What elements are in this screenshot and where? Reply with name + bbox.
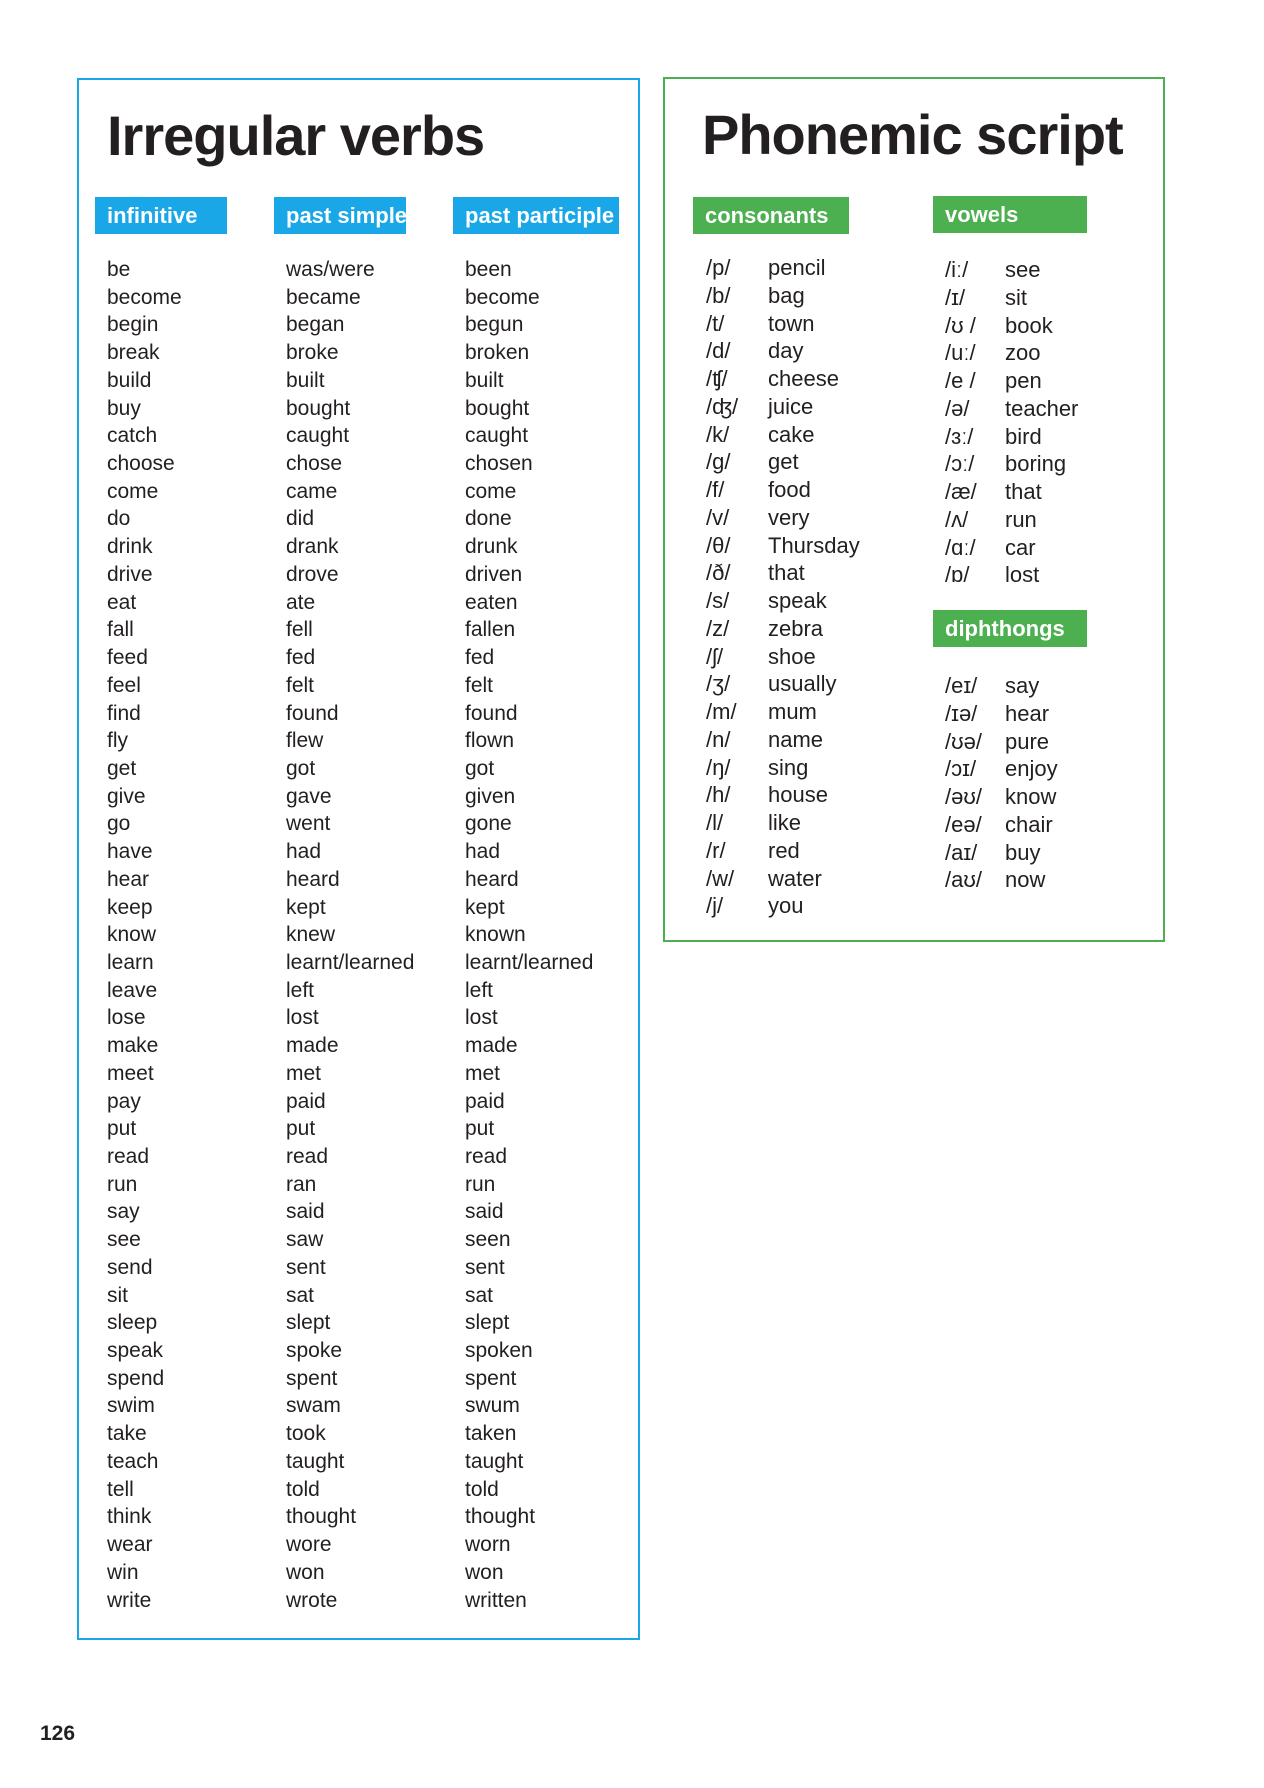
verb-past-participle: run: [465, 1172, 496, 1196]
verb-past-participle: heard: [465, 867, 519, 891]
verb-past-simple: spoke: [286, 1339, 343, 1363]
verb-past-simple: ran: [286, 1172, 317, 1196]
verb-past-simple: met: [286, 1061, 322, 1085]
header-vowels: vowels: [933, 196, 1087, 233]
phoneme-symbol: /ʒ/: [706, 671, 731, 697]
example-word: now: [1005, 867, 1046, 893]
vowels-row: [945, 339, 1145, 367]
verb-past-simple: had: [286, 840, 322, 864]
verb-past-participle: given: [465, 784, 516, 808]
header-infinitive: infinitive: [95, 197, 227, 234]
phoneme-symbol: /ɒ/: [945, 562, 970, 588]
verb-infinitive: tell: [107, 1477, 134, 1501]
verb-past-simple: did: [286, 507, 315, 531]
consonants-row: [706, 837, 926, 865]
phoneme-symbol: /n/: [706, 726, 731, 752]
verb-infinitive: feel: [107, 673, 141, 697]
verb-past-simple: knew: [286, 923, 336, 947]
example-word: sit: [1005, 284, 1027, 310]
vowels-row: [945, 367, 1145, 395]
diphthongs-row: [945, 728, 1145, 756]
verb-infinitive: choose: [107, 452, 175, 476]
vowels-row: [945, 450, 1145, 478]
phonemic-script-title: Phonemic script: [702, 103, 1123, 166]
verb-infinitive: catch: [107, 424, 158, 448]
header-diphthongs: diphthongs: [933, 610, 1087, 647]
verb-past-simple: lost: [286, 1006, 319, 1030]
verb-infinitive: know: [107, 923, 157, 947]
diphthongs-row: [945, 811, 1145, 839]
verb-past-participle: lost: [465, 1006, 498, 1030]
verb-past-simple: flew: [286, 729, 324, 753]
page-number: 126: [40, 1722, 76, 1745]
verb-infinitive: write: [107, 1588, 152, 1612]
phoneme-symbol: /ɪ/: [945, 284, 966, 310]
verb-infinitive: buy: [107, 396, 141, 420]
phoneme-symbol: /ʌ/: [945, 506, 969, 532]
phoneme-symbol: /v/: [706, 504, 730, 530]
verb-past-participle: felt: [465, 673, 494, 697]
verb-past-simple: came: [286, 479, 338, 503]
verb-past-participle: found: [465, 701, 518, 725]
consonants-row: [706, 726, 926, 754]
verb-past-participle: come: [465, 479, 517, 503]
phoneme-symbol: /t/: [706, 310, 725, 336]
phoneme-symbol: /θ/: [706, 532, 731, 558]
verb-infinitive: swim: [107, 1394, 155, 1418]
phoneme-symbol: /ŋ/: [706, 754, 731, 780]
irregular-verbs-title: Irregular verbs: [107, 104, 485, 167]
verb-past-simple: thought: [286, 1505, 357, 1529]
vowels-row: [945, 478, 1145, 506]
phoneme-symbol: /eɪ/: [945, 673, 978, 698]
verb-past-simple: won: [286, 1560, 325, 1584]
phoneme-symbol: /z/: [706, 615, 730, 641]
phoneme-symbol: /ʤ/: [706, 393, 739, 419]
verb-past-simple: left: [286, 978, 315, 1002]
verb-past-participle: had: [465, 840, 501, 864]
verb-past-simple: saw: [286, 1228, 324, 1252]
verb-past-simple: caught: [286, 424, 350, 448]
example-word: car: [1005, 534, 1036, 560]
verb-past-participle: fallen: [465, 618, 516, 642]
verb-infinitive: become: [107, 285, 182, 309]
verb-infinitive: begin: [107, 313, 159, 337]
irregular-verbs-panel: [77, 78, 640, 1640]
consonants-row: [706, 670, 926, 698]
verb-past-participle: chosen: [465, 452, 533, 476]
verb-past-simple: fell: [286, 618, 313, 642]
verb-infinitive: wear: [107, 1533, 153, 1557]
verb-past-simple: heard: [286, 867, 340, 891]
verb-past-participle: broken: [465, 341, 530, 365]
verb-past-participle: been: [465, 258, 512, 281]
phoneme-symbol: /ə/: [945, 395, 970, 421]
verb-past-simple: learnt/learned: [286, 950, 415, 974]
verb-past-simple: sent: [286, 1255, 326, 1279]
verb-past-simple: bought: [286, 396, 351, 420]
phoneme-symbol: /m/: [706, 699, 737, 724]
verb-past-simple: swam: [286, 1394, 341, 1418]
example-word: day: [768, 338, 804, 364]
verb-infinitive: feed: [107, 646, 148, 670]
diphthongs-list: [945, 672, 1145, 894]
consonants-row: [706, 421, 926, 449]
verb-infinitive: make: [107, 1034, 159, 1058]
verb-past-simple: gave: [286, 784, 332, 808]
consonants-row: [706, 559, 926, 587]
verb-past-simple: drove: [286, 562, 339, 586]
verb-past-participle: bought: [465, 396, 530, 420]
consonants-row: [706, 865, 926, 893]
verb-past-participle: driven: [465, 562, 523, 586]
verb-infinitive: run: [107, 1172, 138, 1196]
verb-infinitive: win: [107, 1560, 139, 1584]
verb-infinitive: have: [107, 840, 153, 864]
verb-past-participle: built: [465, 368, 504, 392]
verb-past-simple: fed: [286, 646, 316, 670]
verb-past-participle: begun: [465, 313, 524, 337]
example-word: that: [768, 560, 805, 586]
verb-past-simple: chose: [286, 452, 343, 476]
consonants-row: [706, 754, 926, 782]
example-word: lost: [1005, 562, 1040, 588]
example-word: Thursday: [768, 532, 860, 558]
verb-past-participle: sat: [465, 1283, 494, 1307]
verb-past-participle: left: [465, 978, 494, 1002]
verb-infinitive: teach: [107, 1449, 159, 1473]
verb-past-participle: eaten: [465, 590, 518, 614]
vowels-row: [945, 561, 1145, 589]
vowels-row: [945, 423, 1145, 451]
phoneme-symbol: /ʧ/: [706, 366, 728, 391]
example-word: zoo: [1005, 340, 1041, 366]
phoneme-symbol: /g/: [706, 449, 731, 475]
example-word: zebra: [768, 615, 824, 641]
verb-past-simple: began: [286, 313, 345, 337]
phoneme-symbol: /ɔː/: [945, 451, 975, 477]
verb-past-participle: taken: [465, 1422, 517, 1446]
past-participle-column: [465, 256, 593, 1614]
verb-past-participle: caught: [465, 424, 529, 448]
phoneme-symbol: /l/: [706, 810, 724, 835]
example-word: pencil: [768, 255, 826, 280]
example-word: pen: [1005, 368, 1042, 393]
verb-past-participle: made: [465, 1034, 518, 1058]
verb-past-participle: learnt/learned: [465, 950, 594, 974]
header-past-simple: past simple: [274, 197, 406, 234]
verb-infinitive: pay: [107, 1089, 141, 1113]
example-word: pure: [1005, 728, 1050, 754]
example-word: chair: [1005, 811, 1053, 837]
example-word: you: [768, 893, 804, 919]
consonants-row: [706, 393, 926, 421]
verb-infinitive: put: [107, 1117, 137, 1141]
phoneme-symbol: /əʊ/: [945, 784, 982, 809]
consonants-row: [706, 698, 926, 726]
consonants-row: [706, 504, 926, 532]
verb-infinitive: leave: [107, 978, 158, 1002]
verb-infinitive: read: [107, 1145, 150, 1168]
verb-past-participle: taught: [465, 1449, 524, 1473]
example-word: house: [768, 782, 828, 808]
verb-infinitive: fly: [107, 729, 128, 753]
example-word: run: [1005, 506, 1037, 532]
verb-past-participle: seen: [465, 1228, 511, 1252]
diphthongs-row: [945, 866, 1145, 894]
verb-infinitive: learn: [107, 950, 154, 974]
vowels-row: [945, 256, 1145, 284]
consonants-row: [706, 476, 926, 504]
phonemic-script-panel: [663, 77, 1165, 942]
verb-past-simple: went: [286, 812, 331, 836]
example-word: shoe: [768, 643, 816, 669]
example-word: boring: [1005, 451, 1067, 477]
example-word: town: [768, 310, 815, 336]
verb-past-participle: done: [465, 507, 512, 531]
vowels-row: [945, 284, 1145, 312]
consonants-row: [706, 643, 926, 671]
verb-past-simple: was/were: [286, 258, 375, 281]
example-word: water: [768, 865, 822, 891]
diphthongs-row: [945, 700, 1145, 728]
example-word: usually: [768, 671, 837, 697]
verb-past-participle: written: [465, 1588, 527, 1612]
phoneme-symbol: /eə/: [945, 811, 982, 837]
verb-infinitive: spend: [107, 1366, 165, 1390]
vowels-row: [945, 395, 1145, 423]
verb-infinitive: speak: [107, 1339, 164, 1363]
verb-infinitive: drink: [107, 535, 153, 559]
verb-past-simple: wrote: [286, 1588, 338, 1612]
verb-past-simple: found: [286, 701, 339, 725]
diphthongs-row: [945, 672, 1145, 700]
verb-infinitive: sleep: [107, 1311, 158, 1335]
verb-past-simple: drank: [286, 535, 339, 559]
example-word: cheese: [768, 366, 839, 391]
verb-infinitive: get: [107, 756, 137, 780]
verb-past-participle: said: [465, 1200, 504, 1224]
verb-past-simple: slept: [286, 1311, 331, 1335]
verb-past-participle: fed: [465, 646, 495, 670]
vowels-row: [945, 534, 1145, 562]
infinitive-column: [107, 256, 182, 1614]
verb-infinitive: fall: [107, 618, 134, 642]
example-word: food: [768, 477, 811, 502]
phoneme-symbol: /iː/: [945, 257, 969, 282]
verb-past-participle: gone: [465, 812, 512, 836]
consonants-row: [706, 254, 926, 282]
example-word: know: [1005, 784, 1057, 809]
phoneme-symbol: /e /: [945, 368, 976, 393]
header-consonants: consonants: [693, 197, 849, 234]
consonants-row: [706, 337, 926, 365]
phoneme-symbol: /d/: [706, 338, 731, 364]
example-word: get: [768, 449, 799, 475]
phoneme-symbol: /ʊə/: [945, 728, 982, 754]
verb-infinitive: break: [107, 341, 160, 365]
verb-past-participle: sent: [465, 1255, 505, 1279]
verb-past-simple: broke: [286, 341, 339, 365]
verb-infinitive: take: [107, 1422, 147, 1446]
phoneme-symbol: /ʊ /: [945, 312, 976, 338]
consonants-list: [706, 254, 926, 920]
verb-past-participle: swum: [465, 1394, 520, 1418]
verb-past-simple: put: [286, 1117, 316, 1141]
verb-infinitive: do: [107, 507, 131, 531]
verb-past-simple: took: [286, 1422, 326, 1446]
verb-past-simple: wore: [286, 1533, 332, 1557]
consonants-row: [706, 809, 926, 837]
example-word: very: [768, 504, 810, 530]
example-word: see: [1005, 257, 1041, 282]
verb-infinitive: think: [107, 1505, 152, 1529]
example-word: enjoy: [1005, 756, 1058, 782]
example-word: speak: [768, 588, 827, 613]
example-word: hear: [1005, 700, 1050, 726]
verb-past-participle: paid: [465, 1089, 505, 1113]
verb-infinitive: lose: [107, 1006, 146, 1030]
phoneme-symbol: /p/: [706, 255, 731, 280]
example-word: name: [768, 726, 824, 752]
verb-past-simple: said: [286, 1200, 325, 1224]
verb-past-participle: thought: [465, 1505, 536, 1529]
phoneme-symbol: /æ/: [945, 479, 977, 504]
verb-past-participle: got: [465, 756, 495, 780]
diphthongs-row: [945, 839, 1145, 867]
example-word: say: [1005, 673, 1040, 698]
consonants-row: [706, 310, 926, 338]
verb-past-participle: spent: [465, 1366, 517, 1390]
verb-past-participle: won: [465, 1560, 504, 1584]
verb-past-participle: spoken: [465, 1339, 533, 1363]
consonants-row: [706, 365, 926, 393]
example-word: mum: [768, 699, 817, 724]
verb-past-simple: felt: [286, 673, 315, 697]
consonants-row: [706, 615, 926, 643]
verb-infinitive: go: [107, 812, 131, 836]
verb-past-participle: known: [465, 923, 526, 947]
verb-past-simple: became: [286, 285, 361, 309]
diphthongs-row: [945, 783, 1145, 811]
phoneme-symbol: /ɪə/: [945, 700, 978, 726]
verb-past-participle: become: [465, 285, 540, 309]
verb-infinitive: keep: [107, 895, 153, 919]
verb-past-participle: put: [465, 1117, 495, 1141]
consonants-row: [706, 532, 926, 560]
consonants-row: [706, 892, 926, 920]
consonants-row: [706, 282, 926, 310]
phoneme-symbol: /ɑː/: [945, 534, 976, 560]
phoneme-symbol: /f/: [706, 477, 725, 502]
phoneme-symbol: /k/: [706, 421, 730, 447]
verb-past-participle: flown: [465, 729, 515, 753]
example-word: buy: [1005, 839, 1041, 865]
example-word: bag: [768, 282, 805, 308]
verb-past-simple: paid: [286, 1089, 326, 1113]
phoneme-symbol: /aʊ/: [945, 867, 982, 893]
verb-past-participle: worn: [465, 1533, 511, 1557]
verb-past-simple: sat: [286, 1283, 315, 1307]
verb-past-simple: read: [286, 1145, 329, 1168]
verb-past-participle: told: [465, 1477, 499, 1501]
verb-past-simple: told: [286, 1477, 320, 1501]
verb-infinitive: come: [107, 479, 159, 503]
verb-infinitive: drive: [107, 562, 153, 586]
verb-infinitive: meet: [107, 1061, 154, 1085]
verb-infinitive: sit: [107, 1283, 128, 1307]
verb-infinitive: see: [107, 1228, 141, 1252]
verb-infinitive: hear: [107, 867, 150, 891]
vowels-list: [945, 256, 1145, 589]
verb-past-participle: met: [465, 1061, 501, 1085]
verb-past-participle: slept: [465, 1311, 510, 1335]
example-word: that: [1005, 479, 1042, 504]
phoneme-symbol: /r/: [706, 837, 726, 863]
verb-past-participle: drunk: [465, 535, 518, 559]
past-simple-column: [286, 256, 414, 1614]
example-word: book: [1005, 312, 1053, 338]
phoneme-symbol: /s/: [706, 588, 730, 613]
example-word: cake: [768, 421, 815, 447]
example-word: like: [768, 810, 802, 835]
verb-past-simple: got: [286, 756, 316, 780]
example-word: sing: [768, 754, 809, 780]
header-past-participle: past participle: [453, 197, 619, 234]
example-word: teacher: [1005, 395, 1079, 421]
phoneme-symbol: /ɜː/: [945, 423, 974, 449]
verb-past-simple: taught: [286, 1449, 345, 1473]
phoneme-symbol: /aɪ/: [945, 839, 978, 865]
verb-past-simple: kept: [286, 895, 326, 919]
verb-past-simple: made: [286, 1034, 339, 1058]
verb-past-simple: built: [286, 368, 325, 392]
verb-past-participle: read: [465, 1145, 508, 1168]
phoneme-symbol: /ʃ/: [706, 643, 724, 669]
vowels-row: [945, 312, 1145, 340]
verb-infinitive: say: [107, 1200, 140, 1224]
consonants-row: [706, 781, 926, 809]
phoneme-symbol: /uː/: [945, 340, 976, 366]
verb-infinitive: give: [107, 784, 146, 808]
phoneme-symbol: /ð/: [706, 560, 731, 586]
verb-past-simple: ate: [286, 590, 316, 614]
consonants-row: [706, 448, 926, 476]
example-word: bird: [1005, 423, 1042, 449]
verb-infinitive: build: [107, 368, 152, 392]
phoneme-symbol: /h/: [706, 782, 731, 808]
diphthongs-row: [945, 755, 1145, 783]
consonants-row: [706, 587, 926, 615]
verb-past-participle: kept: [465, 895, 505, 919]
example-word: red: [768, 837, 800, 863]
phoneme-symbol: /w/: [706, 865, 735, 891]
vowels-row: [945, 506, 1145, 534]
verb-infinitive: eat: [107, 590, 137, 614]
verb-infinitive: send: [107, 1255, 153, 1279]
phoneme-symbol: /j/: [706, 893, 724, 919]
verb-past-simple: spent: [286, 1366, 338, 1390]
example-word: juice: [768, 393, 814, 419]
phoneme-symbol: /b/: [706, 282, 731, 308]
phoneme-symbol: /ɔɪ/: [945, 756, 977, 782]
verb-infinitive: find: [107, 701, 141, 725]
verb-infinitive: be: [107, 258, 131, 281]
